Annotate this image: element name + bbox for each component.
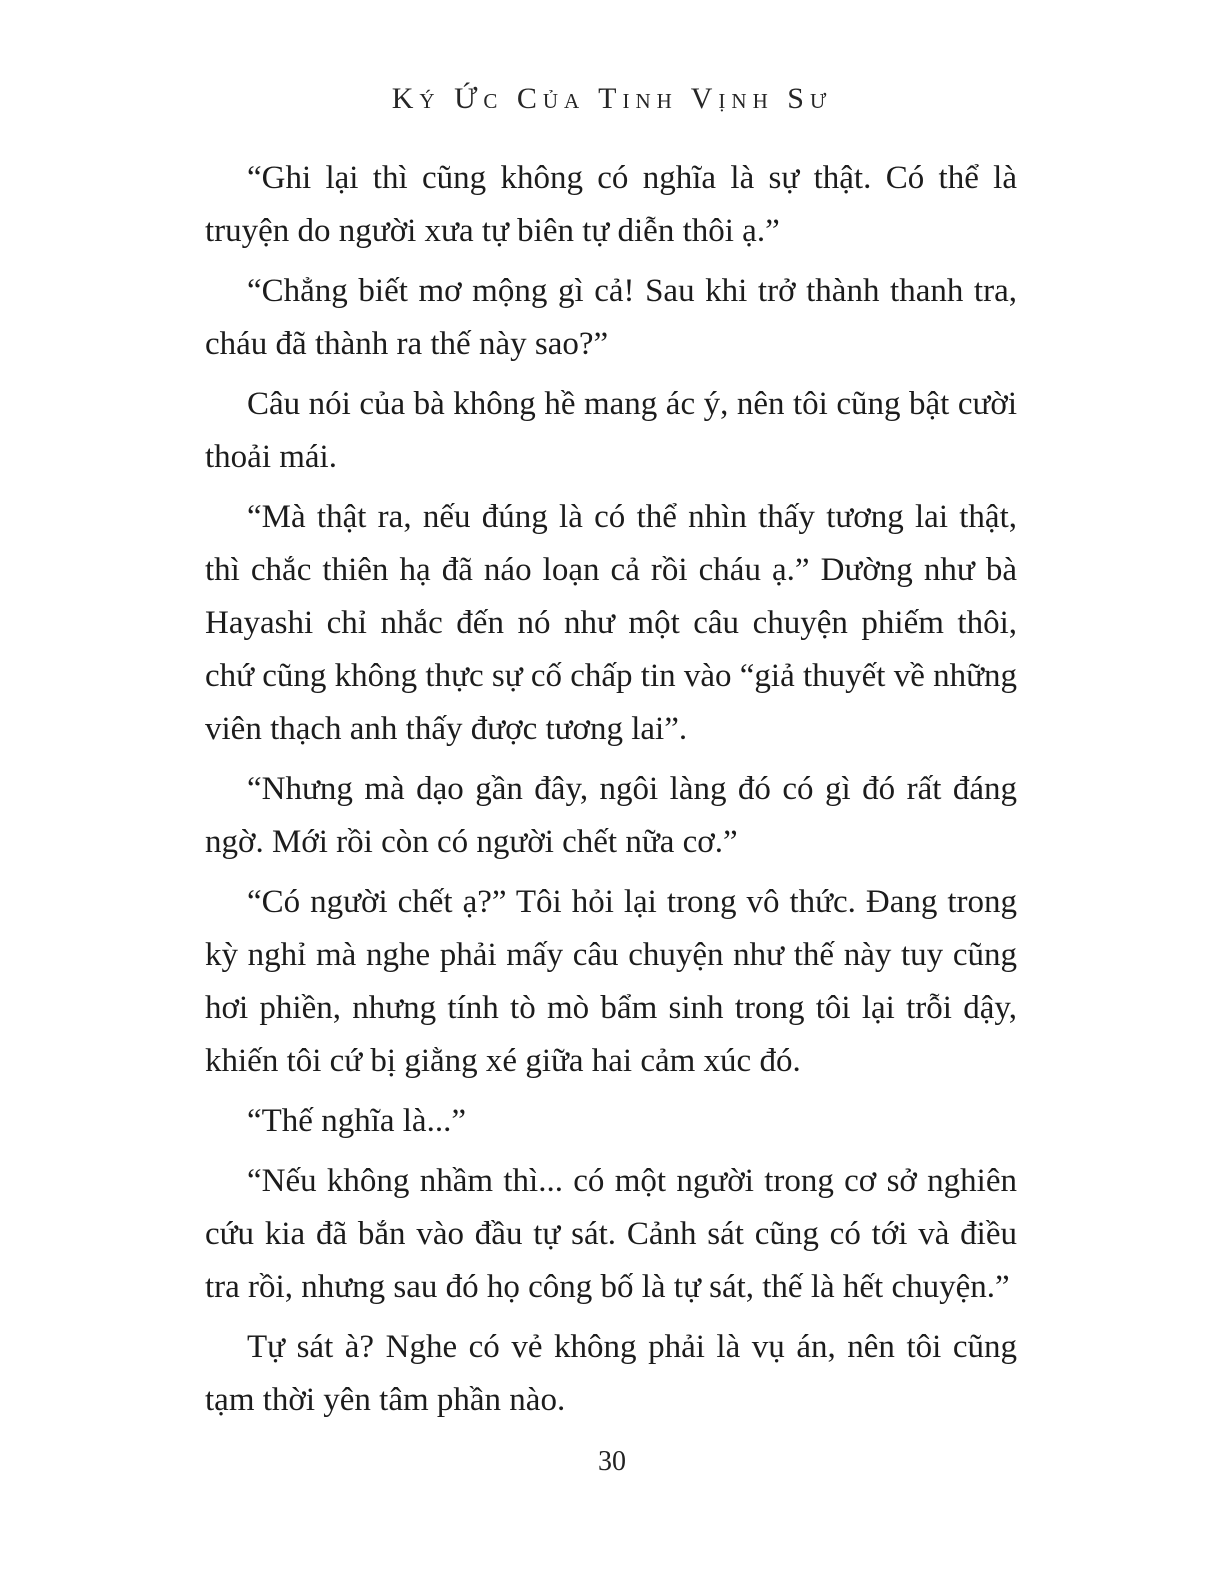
paragraph: “Nếu không nhầm thì... có một người trong cơ sở nghiên cứu kia đã bắn vào đầu tự sát. Cảnh sát cũng có tới và điều tra rồi, nhưng sau đó họ công bố là tự sát, thế là hết chuyện.”: [205, 1163, 1017, 1305]
paragraph: Tự sát à? Nghe có vẻ không phải là vụ án, nên tôi cũng tạm thời yên tâm phần nào.: [205, 1329, 1017, 1418]
paragraph: “Nhưng mà dạo gần đây, ngôi làng đó có gì đó rất đáng ngờ. Mới rồi còn có người chết nữa cơ.”: [205, 771, 1017, 860]
running-header: Ký Ức Của Tinh Vịnh Sư: [391, 82, 833, 115]
paragraph: “Ghi lại thì cũng không có nghĩa là sự thật. Có thể là truyện do người xưa tự biên tự diễn thôi ạ.”: [205, 160, 1017, 249]
page-number: 30: [598, 1446, 626, 1477]
paragraph: Câu nói của bà không hề mang ác ý, nên tôi cũng bật cười thoải mái.: [205, 386, 1017, 475]
paragraph: “Thế nghĩa là...”: [247, 1103, 466, 1139]
paragraph: “Mà thật ra, nếu đúng là có thể nhìn thấy tương lai thật, thì chắc thiên hạ đã náo loạn cả rồi cháu ạ.” Dường như bà Hayashi chỉ nhắc đến nó như một câu chuyện phiếm thôi, chứ cũng không thực sự cố chấp tin vào “giả thuyết về những viên thạch anh thấy được tương lai”.: [205, 499, 1018, 747]
paragraph: “Chẳng biết mơ mộng gì cả! Sau khi trở thành thanh tra, cháu đã thành ra thế này sao?”: [205, 273, 1017, 362]
paragraph: “Có người chết ạ?” Tôi hỏi lại trong vô thức. Đang trong kỳ nghỉ mà nghe phải mấy câu chuyện như thế này tuy cũng hơi phiền, nhưng tính tò mò bẩm sinh trong tôi lại trỗi dậy, khiến tôi cứ bị giằng xé giữa hai cảm xúc đó.: [205, 884, 1017, 1079]
body-text: [205, 152, 1017, 1434]
